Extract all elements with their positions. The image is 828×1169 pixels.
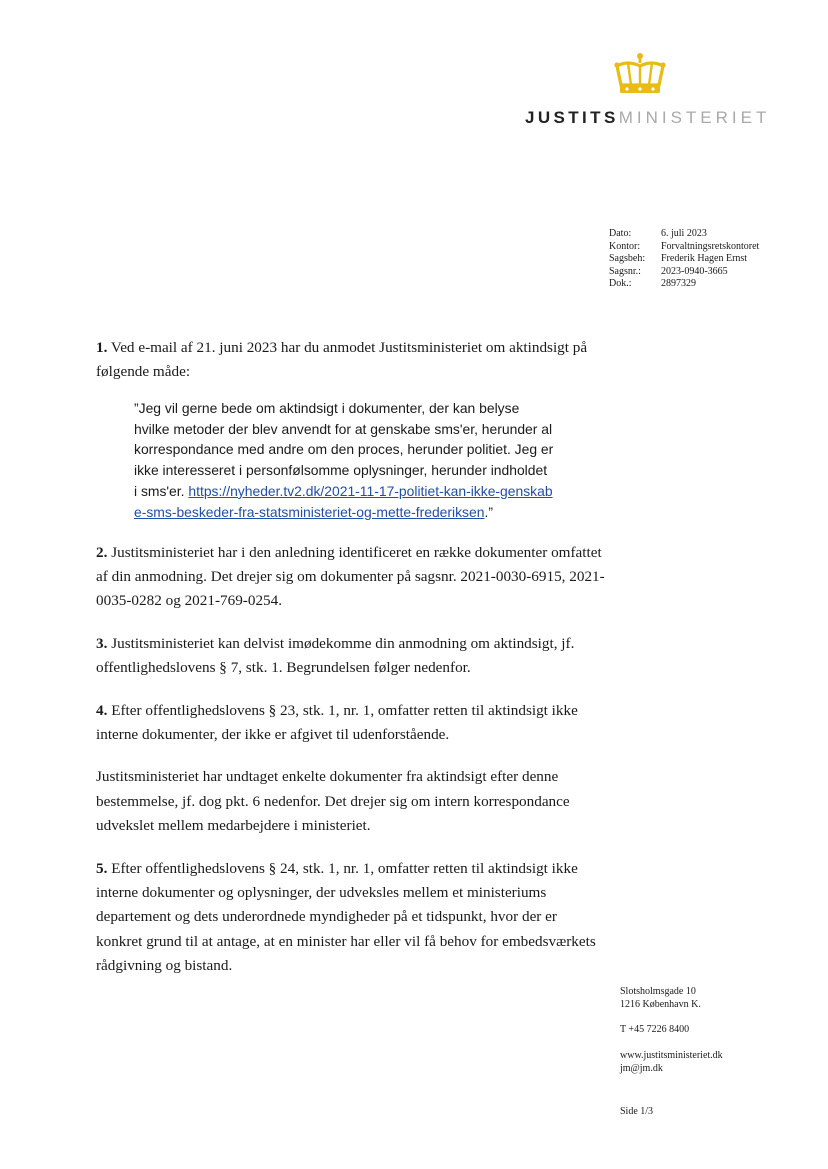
meta-row-date: Dato: 6. juli 2023 (609, 228, 707, 239)
logo-text-bold: JUSTITS (525, 108, 619, 127)
meta-row-case-number: Sagsnr.: 2023-0940-3665 (609, 265, 728, 277)
address-street: Slotsholmsgade 10 (620, 986, 696, 997)
quote-link[interactable]: https://nyheder.tv2.dk/2021-11-17-politiet-kan-ikke-genskabe-sms-beskeder-fra-statsministeriet-og-mette-frederiksen (134, 483, 553, 520)
paragraph-1: 1. Ved e-mail af 21. juni 2023 har du anmodet Justitsministeriet om aktindsigt på følgende måde: (96, 339, 588, 381)
crown-icon (612, 52, 668, 98)
quote-end: .” (484, 503, 493, 520)
quoted-request (134, 398, 554, 523)
paragraph-4-continued: Justitsministeriet har undtaget enkelte dokumenter fra aktindsigt efter denne bestemmelse, jf. dog pkt. 6 nedenfor. Det drejer sig om intern korrespondance udvekslet mellem medarbejdere i ministeriet. (96, 768, 570, 835)
paragraph-4: 4. Efter offentlighedslovens § 23, stk. 1, nr. 1, omfatter retten til aktindsigt ikke interne dokumenter, der ikke er afgivet til udenforstående. (96, 701, 578, 744)
address-city: 1216 København K. (620, 998, 701, 1010)
meta-row-office: Kontor: Forvaltningsretskontoret (609, 240, 760, 252)
letter-body (96, 336, 606, 979)
paragraph-5: 5. Efter offentlighedslovens § 24, stk. 1, nr. 1, omfatter retten til aktindsigt ikke interne dokumenter og oplysninger, der udveksles mellem et ministeriums departement og dets underordnede myndigheder på et tidspunkt, hvor der er konkret grund til at antage, at en minister har eller vil få behov for embedsværkets rådgivning og bistand. (96, 859, 596, 975)
footer-web-link[interactable]: www.justitsministeriet.dk (620, 1050, 723, 1061)
ministry-logo (520, 52, 770, 132)
footer-email-link[interactable]: jm@jm.dk (620, 1062, 663, 1074)
meta-row-document: Dok.: 2897329 (609, 278, 696, 290)
paragraph-3: 3. Justitsministeriet kan delvist imødekomme din anmodning om aktindsigt, jf. offentlighedslovens § 7, stk. 1. Begrundelsen følger nedenfor. (96, 634, 575, 677)
case-metadata (609, 228, 759, 291)
quote-text: ”Jeg vil gerne bede om aktindsigt i dokumenter, der kan belyse hvilke metoder der blev anvendt for at genskabe sms'er, herunder al korrespondance med andre om den proces, herunder politiet. Jeg er ikke interesseret i personfølsomme oplysninger, herunder indholdet i sms'er. (134, 399, 554, 499)
paragraph-2: 2. Justitsministeriet har i den anledning identificeret en række dokumenter omfattet af din anmodning. Det drejer sig om dokumenter på sagsnr. 2021-0030-6915, 2021-0035-0282 og 2021-769-0254. (96, 543, 605, 610)
footer-phone: T +45 7226 8400 (620, 1024, 690, 1035)
meta-row-handler: Sagsbeh: Frederik Hagen Ernst (609, 253, 748, 265)
footer-address (620, 986, 701, 1011)
page-number: Side 1/3 (620, 1106, 654, 1117)
logo-wordmark (525, 108, 770, 128)
footer-contact (620, 1050, 723, 1075)
logo-text-light: MINISTERIET (618, 108, 771, 127)
